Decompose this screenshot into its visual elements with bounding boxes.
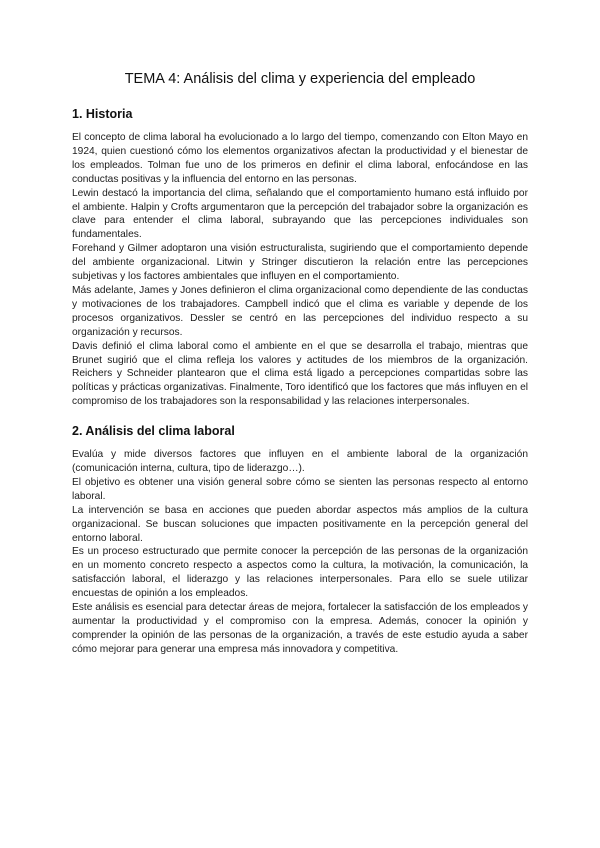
- paragraph: Más adelante, James y Jones definieron el clima organizacional como dependiente de las conductas y motivaciones de los trabajadores. Campbell indicó que el clima es variable y depende de los procesos organizativos. Dessler se centró en las percepciones del individuo respecto a su organización y recursos.: [72, 284, 528, 338]
- paragraph: Lewin destacó la importancia del clima, señalando que el comportamiento humano está influido por el ambiente. Halpin y Crofts argumentaron que la percepción del trabajador sobre la organización es clave para entender el clima laboral, subrayando que las percepciones individuales son fundamentales.: [72, 187, 528, 241]
- section-historia: [72, 106, 528, 409]
- section-heading: 1. Historia: [72, 107, 133, 121]
- paragraph: El objetivo es obtener una visión general sobre cómo se sienten las personas respecto al entorno laboral.: [72, 476, 528, 502]
- paragraph: Forehand y Gilmer adoptaron una visión estructuralista, sugiriendo que el comportamiento depende del ambiente organizacional. Litwin y Stringer discutieron la relación entre las percepciones subjetivas y los factores ambientales que influyen en el comportamiento.: [72, 243, 528, 283]
- section-analisis-clima-laboral: [72, 423, 528, 657]
- paragraph: El concepto de clima laboral ha evolucionado a lo largo del tiempo, comenzando con Elton Mayo en 1924, quien cuestionó cómo los elementos organizativos afectan la productividad y el bienestar de los empleados. Tolman fue uno de los primeros en definir el clima laboral, enfocándose en las conductas positivas y la influencia del entorno en las personas.: [72, 132, 528, 185]
- paragraph: Es un proceso estructurado que permite conocer la percepción de las personas de la organización en un momento concreto respecto a aspectos como la cultura, la motivación, la comunicación, la satisfacción laboral, el liderazgo y las relaciones interpersonales. Para ello se suele utilizar encuestas de opinión a los empleados.: [72, 546, 528, 600]
- page-title: TEMA 4: Análisis del clima y experiencia del empleado: [124, 71, 476, 87]
- section-heading: 2. Análisis del clima laboral: [72, 424, 235, 439]
- paragraph: Davis definió el clima laboral como el ambiente en el que se desarrolla el trabajo, mientras que Brunet sugirió que el clima refleja los valores y actitudes de los miembros de la organización. Reichers y Schneider plantearon que el clima está ligado a percepciones compartidas sobre las políticas y prácticas organizativas. Finalmente, Toro identificó que los factores que más influyen en el compromiso de los trabajadores son la responsabilidad y las relaciones interpersonales.: [72, 340, 528, 408]
- paragraph: La intervención se basa en acciones que pueden abordar aspectos más amplios de la cultura organizacional. Se buscan soluciones que impacten positivamente en la percepción general del entorno laboral.: [72, 504, 528, 544]
- paragraph: Este análisis es esencial para detectar áreas de mejora, fortalecer la satisfacción de los empleados y aumentar la productividad y el compromiso con la empresa. Además, conocer la opinión y comprender la opinión de las personas de la organización, a través de este estudio ayuda a saber cómo mejorar para generar una empresa más innovadora y competitiva.: [72, 602, 528, 655]
- document-page: [72, 70, 528, 671]
- paragraph: Evalúa y mide diversos factores que influyen en el ambiente laboral de la organización (comunicación interna, cultura, tipo de liderazgo…).: [72, 449, 528, 475]
